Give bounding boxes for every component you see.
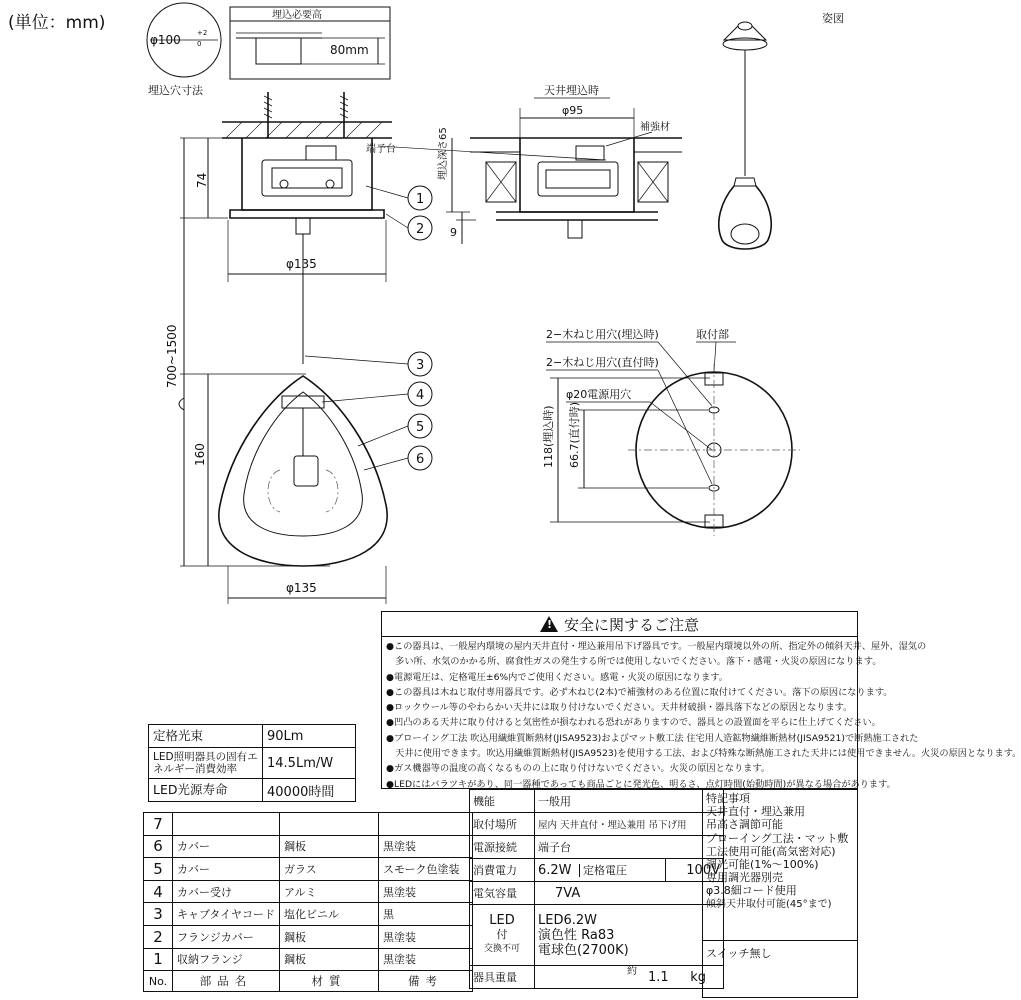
isometric-label: 姿図 — [822, 12, 844, 25]
safety-line: ●この器具は木ねじ取付専用器具です。必ず木ねじ(2本)で補強材のある位置に取付けてください。落下の原因になります。 — [386, 686, 893, 698]
parts-table — [143, 812, 473, 992]
part-name: カバー受け — [173, 880, 280, 903]
conn-value: 端子台 — [535, 836, 724, 859]
led-key: LED — [489, 913, 515, 928]
weight-key: 器具重量 — [470, 966, 535, 989]
safety-line: ●凹凸のある天井に取り付けると気密性が損なわれる恐れがありますので、器具との設置面を平らに仕上げてください。 — [386, 717, 881, 729]
weight-unit: kg — [690, 969, 706, 985]
note-line: φ3.8細コード使用 — [706, 884, 797, 898]
led-value-cell — [535, 905, 724, 966]
part-name: 収納フランジ — [173, 948, 280, 971]
mount-title: 取付部 — [696, 328, 729, 341]
note-line: 天井直付・埋込兼用 — [706, 805, 805, 819]
part-remarks: スモーク色塗装 — [379, 858, 473, 881]
unit-label: (単位：mm) — [8, 13, 106, 33]
callout-5: 5 — [416, 420, 425, 435]
spec-row — [149, 748, 356, 779]
capacity-value: 7VA — [535, 882, 724, 905]
part-no: 4 — [144, 880, 173, 903]
table-row — [470, 882, 724, 905]
safety-line: ●この器具は、一般屋内環境の屋内天井直付・埋込兼用吊下げ器具です。一般屋内環境以外の所、指定外の傾斜天井、屋外、湿気の — [386, 641, 927, 652]
part-no: 1 — [144, 948, 173, 971]
part-remarks: 黒塗装 — [379, 835, 473, 858]
embedded-view — [366, 83, 682, 244]
conn-key: 電源接続 — [470, 836, 535, 859]
dim-length: 700~1500 — [165, 324, 179, 388]
safety-line: ●ガス機器等の温度の高くなるものの上に取り付けないでください。火災の原因となります。 — [386, 763, 770, 775]
embed-height-box — [230, 7, 390, 79]
table-row — [470, 905, 724, 966]
part-material — [280, 813, 379, 836]
hole-embed-label: 2−木ねじ用穴(埋込時) — [546, 328, 659, 341]
notes-box — [702, 789, 858, 941]
part-remarks — [379, 813, 473, 836]
rated-key: 定格電圧 — [579, 864, 627, 877]
table-row — [470, 836, 724, 859]
weight-cell — [535, 966, 724, 989]
safety-line: 多い所、水気のかかる所、腐食性ガスの発生する所では使用しないでください。落下・感電・火災の原因になります。 — [386, 656, 882, 668]
spec-key: LED照明器具の固有エネルギー消費効率 — [149, 748, 263, 779]
ceiling-mount-view — [165, 92, 432, 604]
dim-74: 74 — [195, 172, 209, 188]
table-row — [144, 880, 473, 903]
switch-box — [702, 941, 858, 998]
spec-key: LED光源寿命 — [149, 779, 263, 802]
callout-2: 2 — [416, 222, 425, 237]
part-material: アルミ — [280, 880, 379, 903]
terminal-label: 端子台 — [366, 144, 396, 155]
header-name: 部品名 — [173, 971, 280, 992]
spec-value: 90Lm — [263, 725, 356, 748]
embedded-title: 天井埋込時 — [544, 84, 599, 97]
safety-line: ●LEDにはバラツキがあり、同一器種であっても商品ごとに発光色、明るさ、点灯時間(始動時間)が異なる場合があります。 — [386, 778, 896, 790]
callout-4: 4 — [416, 388, 425, 403]
safety-notice — [381, 611, 1021, 790]
part-name: フランジカバー — [173, 925, 280, 948]
spec-row — [149, 725, 356, 748]
led-key-sub: 付 — [496, 928, 508, 941]
power-key: 消費電力 — [470, 859, 535, 882]
table-row — [144, 813, 473, 836]
part-remarks: 黒塗装 — [379, 880, 473, 903]
power-hole-label: φ20電源用穴 — [566, 388, 632, 401]
place-key: 取付場所 — [470, 813, 535, 836]
safety-line: ●電源電圧は、定格電圧±6%内でご使用ください。感電・火災の原因になります。 — [386, 671, 728, 683]
led-value-3: 電球色(2700K) — [538, 942, 629, 958]
part-material: 塩化ビニル — [280, 903, 379, 926]
header-no: No. — [144, 971, 173, 992]
safety-title: 安全に関するご注意 — [563, 615, 699, 634]
spec-key: 定格光束 — [149, 725, 263, 748]
note-line: ブローイング工法・マット敷 — [706, 831, 849, 845]
dim-95: φ95 — [562, 104, 584, 117]
table-row — [144, 925, 473, 948]
table-row — [144, 858, 473, 881]
part-name — [173, 813, 280, 836]
part-name: カバー — [173, 835, 280, 858]
safety-line: 天井に使用できます。吹込用繊維質断熱材(JISA9523)を使用する工法、および特殊な断熱施工された天井には使用できません。火災の原因となります。 — [386, 748, 1021, 760]
spec-value: 40000時間 — [263, 779, 356, 802]
reinforce-label: 補強材 — [640, 122, 670, 133]
callout-6: 6 — [416, 452, 425, 467]
table-row — [144, 835, 473, 858]
notes-title: 特記事項 — [706, 792, 750, 805]
light-spec-table — [148, 724, 356, 802]
callout-1: 1 — [416, 192, 425, 207]
dim-9: 9 — [450, 226, 457, 239]
callout-3: 3 — [416, 358, 425, 373]
part-name: カバー — [173, 858, 280, 881]
spec-row — [149, 779, 356, 802]
note-line: 専用調光器別売 — [706, 871, 783, 885]
hole-tol-plus: +2 — [197, 29, 208, 37]
kind-value: 一般用 — [535, 790, 724, 813]
embed-height-value: 80mm — [330, 43, 369, 57]
kind-key: 機能 — [470, 790, 535, 813]
electrical-table — [469, 789, 724, 989]
part-no: 3 — [144, 903, 173, 926]
safety-line: ●ロックウール等のやわらかい天井には取り付けないでください。天井材破損・器具落下などの原因となります。 — [386, 702, 853, 714]
rated-value: 100V — [665, 859, 723, 882]
embed-height-title: 埋込必要高 — [272, 10, 322, 21]
led-key-note: 交換不可 — [483, 944, 520, 954]
switch-text: スイッチ無し — [706, 947, 772, 960]
place-value: 屋内 天井直付・埋込兼用 吊下げ用 — [535, 813, 724, 836]
led-key-cell — [470, 905, 535, 966]
isometric-view — [719, 11, 844, 249]
capacity-key: 電気容量 — [470, 882, 535, 905]
hole-direct-label: 2−木ねじ用穴(直付時) — [546, 356, 659, 369]
part-material: ガラス — [280, 858, 379, 881]
note-line: 調光可能(1%〜100%) — [706, 858, 819, 872]
warning-icon — [540, 616, 558, 632]
part-material: 鋼板 — [280, 948, 379, 971]
led-value-1: LED6.2W — [538, 912, 597, 928]
header-material: 材質 — [280, 971, 379, 992]
table-row — [470, 859, 724, 882]
part-no: 6 — [144, 835, 173, 858]
dim-135-bottom: φ135 — [286, 581, 317, 595]
hole-diameter-text: φ100 — [150, 33, 181, 47]
table-row — [470, 813, 724, 836]
table-row — [144, 948, 473, 971]
part-remarks: 黒塗装 — [379, 925, 473, 948]
depth-label: 埋込深さ65 — [438, 127, 449, 180]
part-remarks: 黒塗装 — [379, 948, 473, 971]
weight-prefix: 約 — [627, 966, 637, 977]
hole-dimension-circle — [147, 3, 221, 97]
table-row — [470, 790, 724, 813]
dim-160: 160 — [193, 443, 207, 466]
part-material: 鋼板 — [280, 835, 379, 858]
table-row — [470, 966, 724, 989]
mount-view — [541, 327, 800, 536]
part-no: 2 — [144, 925, 173, 948]
dim-118: 118(埋込時) — [542, 405, 555, 468]
table-row — [144, 903, 473, 926]
hole-caption: 埋込穴寸法 — [148, 84, 203, 97]
note-line: 傾斜天井取付可能(45°まで) — [706, 898, 832, 910]
spec-value: 14.5Lm/W — [263, 748, 356, 779]
weight-value: 1.1 — [648, 969, 669, 985]
header-remarks: 備考 — [379, 971, 473, 992]
part-no: 5 — [144, 858, 173, 881]
dim-66-7: 66.7(直付時) — [568, 401, 581, 468]
part-remarks: 黒 — [379, 903, 473, 926]
table-header-row — [144, 971, 473, 992]
hole-tol-minus: 0 — [197, 40, 202, 48]
part-name: キャブタイヤコード — [173, 903, 280, 926]
safety-line: ●ブローイング工法 吹込用繊維質断熱材(JISA9523)およびマット敷工法 住宅用人造鉱物繊維断熱材(JISA9521)で断熱施工された — [386, 732, 919, 744]
led-value-2: 演色性 Ra83 — [538, 927, 615, 943]
part-no: 7 — [144, 813, 173, 836]
note-line: 工法使用可能(高気密対応) — [706, 844, 836, 858]
part-material: 鋼板 — [280, 925, 379, 948]
power-cell — [535, 859, 666, 882]
safety-header — [382, 612, 857, 637]
power-value: 6.2W — [538, 863, 572, 878]
dim-135-top: φ135 — [286, 257, 317, 271]
note-line: 吊高さ調節可能 — [706, 818, 783, 832]
